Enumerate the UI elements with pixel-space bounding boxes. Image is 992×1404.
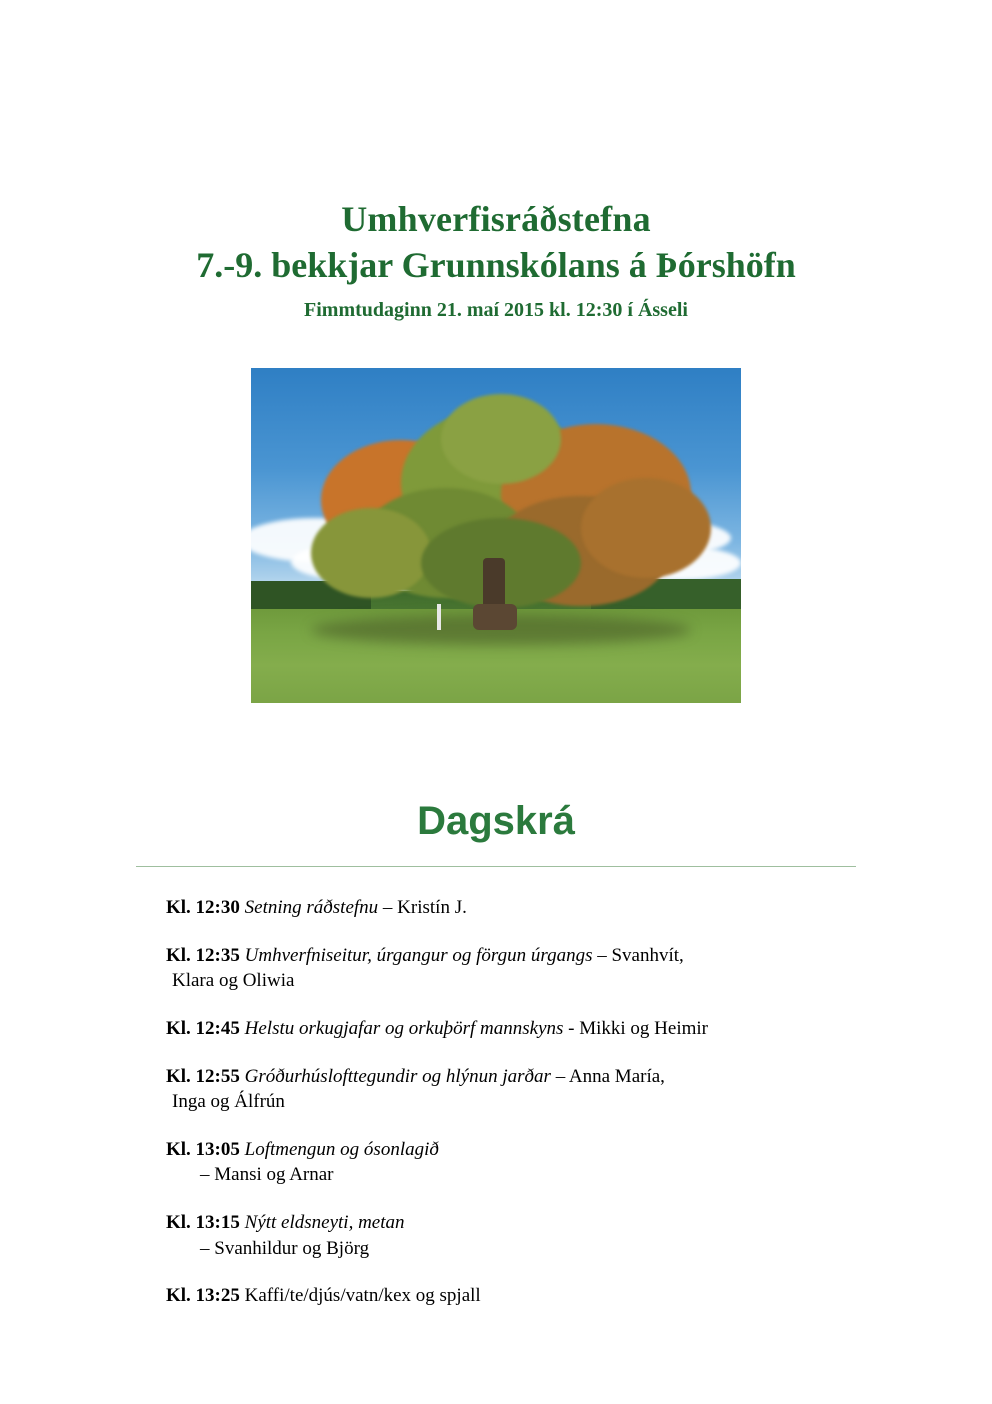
agenda-topic: Helstu orkugjafar og orkuþörf mannskyns: [244, 1017, 564, 1039]
agenda-continuation: – Svanhildur og Björg: [200, 1237, 370, 1259]
agenda-speaker: – Kristín J.: [382, 896, 467, 918]
agenda-list: [166, 895, 826, 1309]
photo-container: [0, 368, 992, 703]
agenda-time: Kl. 12:30: [166, 896, 240, 918]
agenda-topic: Gróðurhúslofttegundir og hlýnun jarðar: [244, 1065, 551, 1087]
section-title: Dagskrá: [417, 798, 575, 843]
document-header: [0, 0, 992, 322]
agenda-topic: Umhverfniseitur, úrgangur og förgun úrgangs: [244, 944, 593, 966]
agenda-time: Kl. 12:55: [166, 1065, 240, 1087]
list-item: [166, 943, 826, 994]
agenda-time: Kl. 13:05: [166, 1138, 240, 1160]
agenda-topic: Setning ráðstefnu: [244, 896, 379, 918]
list-item: [166, 1016, 826, 1042]
section-divider: [136, 866, 856, 867]
agenda-time: Kl. 13:25: [166, 1285, 240, 1307]
agenda-continuation: Inga og Álfrún: [172, 1091, 285, 1113]
tree-canopy-blob: [441, 394, 561, 484]
tree-canopy-blob: [581, 478, 711, 578]
tree-trunk-base: [473, 604, 517, 630]
page-subtitle: Fimmtudaginn 21. maí 2015 kl. 12:30 í Ásseli: [304, 298, 688, 321]
tree-canopy-blob: [311, 508, 431, 598]
agenda-topic: Loftmengun og ósonlagið: [244, 1138, 439, 1160]
agenda-speaker: Kaffi/te/djús/vatn/kex og spjall: [244, 1285, 481, 1307]
agenda-continuation: Klara og Oliwia: [172, 970, 295, 992]
agenda-topic: Nýtt eldsneyti, metan: [244, 1212, 405, 1234]
list-item: [166, 1210, 826, 1261]
list-item: [166, 1283, 826, 1309]
autumn-tree-photo: [251, 368, 741, 703]
page-title-line-2: 7.-9. bekkjar Grunnskólans á Þórshöfn: [196, 245, 796, 286]
agenda-time: Kl. 13:15: [166, 1212, 240, 1234]
agenda-time: Kl. 12:35: [166, 944, 240, 966]
agenda-continuation: – Mansi og Arnar: [200, 1164, 334, 1186]
agenda-speaker: – Anna María,: [555, 1065, 665, 1087]
list-item: [166, 1137, 826, 1188]
list-item: [166, 1064, 826, 1115]
white-post: [437, 604, 441, 630]
agenda-speaker: - Mikki og Heimir: [568, 1017, 709, 1039]
page-title-line-1: Umhverfisráðstefna: [341, 199, 651, 239]
list-item: [166, 895, 826, 921]
agenda-time: Kl. 12:45: [166, 1017, 240, 1039]
agenda-speaker: – Svanhvít,: [597, 944, 684, 966]
